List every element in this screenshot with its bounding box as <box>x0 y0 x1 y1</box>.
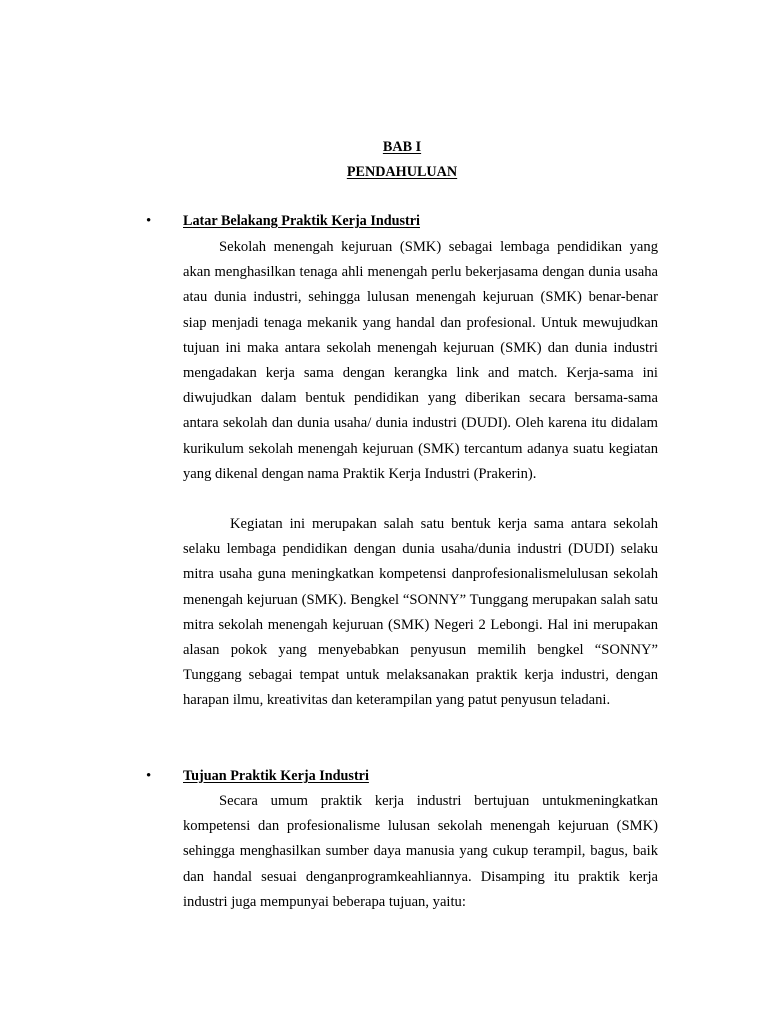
bullet-marker: • <box>146 768 152 784</box>
section-title-purpose: Tujuan Praktik Kerja Industri <box>183 768 369 784</box>
chapter-title: PENDAHULUAN <box>346 164 458 180</box>
bullet-marker: • <box>146 213 152 229</box>
paragraph-purpose-1: Secara umum praktik kerja industri bertujuan untukmeningkatkan kompetensi dan profesionalisme lulusan sekolah menengah kejuruan (SMK) sehingga menghasilkan sumber daya manusia yang cukup terampil, bagus, baik dan handal sesuai denganprogramkeahliannya. Disamping itu praktik kerja industri juga mempunyai beberapa tujuan, yaitu: <box>183 793 658 910</box>
paragraph-background-1: Sekolah menengah kejuruan (SMK) sebagai lembaga pendidikan yang akan menghasilkan tenaga ahli menengah perlu bekerjasama dengan dunia usaha atau dunia industri, sehingga lulusan menengah kejuruan (SMK) benar-benar siap menjadi tenaga mekanik yang handal dan profesional. Untuk mewujudkan tujuan ini maka antara sekolah menengah kejuruan (SMK) dan dunia industri mengadakan kerja sama dengan kerangka link and match. Kerja-sama ini diwujudkan dalam bentuk pendidikan yang diberikan secara bersama-sama antara sekolah dan dunia usaha/ dunia industri (DUDI). Oleh karena itu didalam kurikulum sekolah menengah kejuruan (SMK) tercantum adanya suatu kegiatan yang dikenal dengan nama Praktik Kerja Industri (Prakerin). <box>183 239 658 482</box>
section-title-background: Latar Belakang Praktik Kerja Industri <box>183 213 420 229</box>
chapter-number: BAB I <box>382 139 422 155</box>
paragraph-background-2: Kegiatan ini merupakan salah satu bentuk kerja sama antara sekolah selaku lembaga pendidikan dengan dunia usaha/dunia industri (DUDI) selaku mitra usaha guna meningkatkan kompetensi danprofesionalismelulusan sekolah menengah kejuruan (SMK). Bengkel “SONNY” Tunggang merupakan salah satu mitra sekolah menengah kejuruan (SMK) Negeri 2 Lebongi. Hal ini merupakan alasan pokok yang menyebabkan penyusun memilih bengkel “SONNY” Tunggang sebagai tempat untuk melaksanakan praktik kerja industri, dengan harapan ilmu, kreativitas dan keterampilan yang patut penyusun teladani. <box>183 516 658 709</box>
